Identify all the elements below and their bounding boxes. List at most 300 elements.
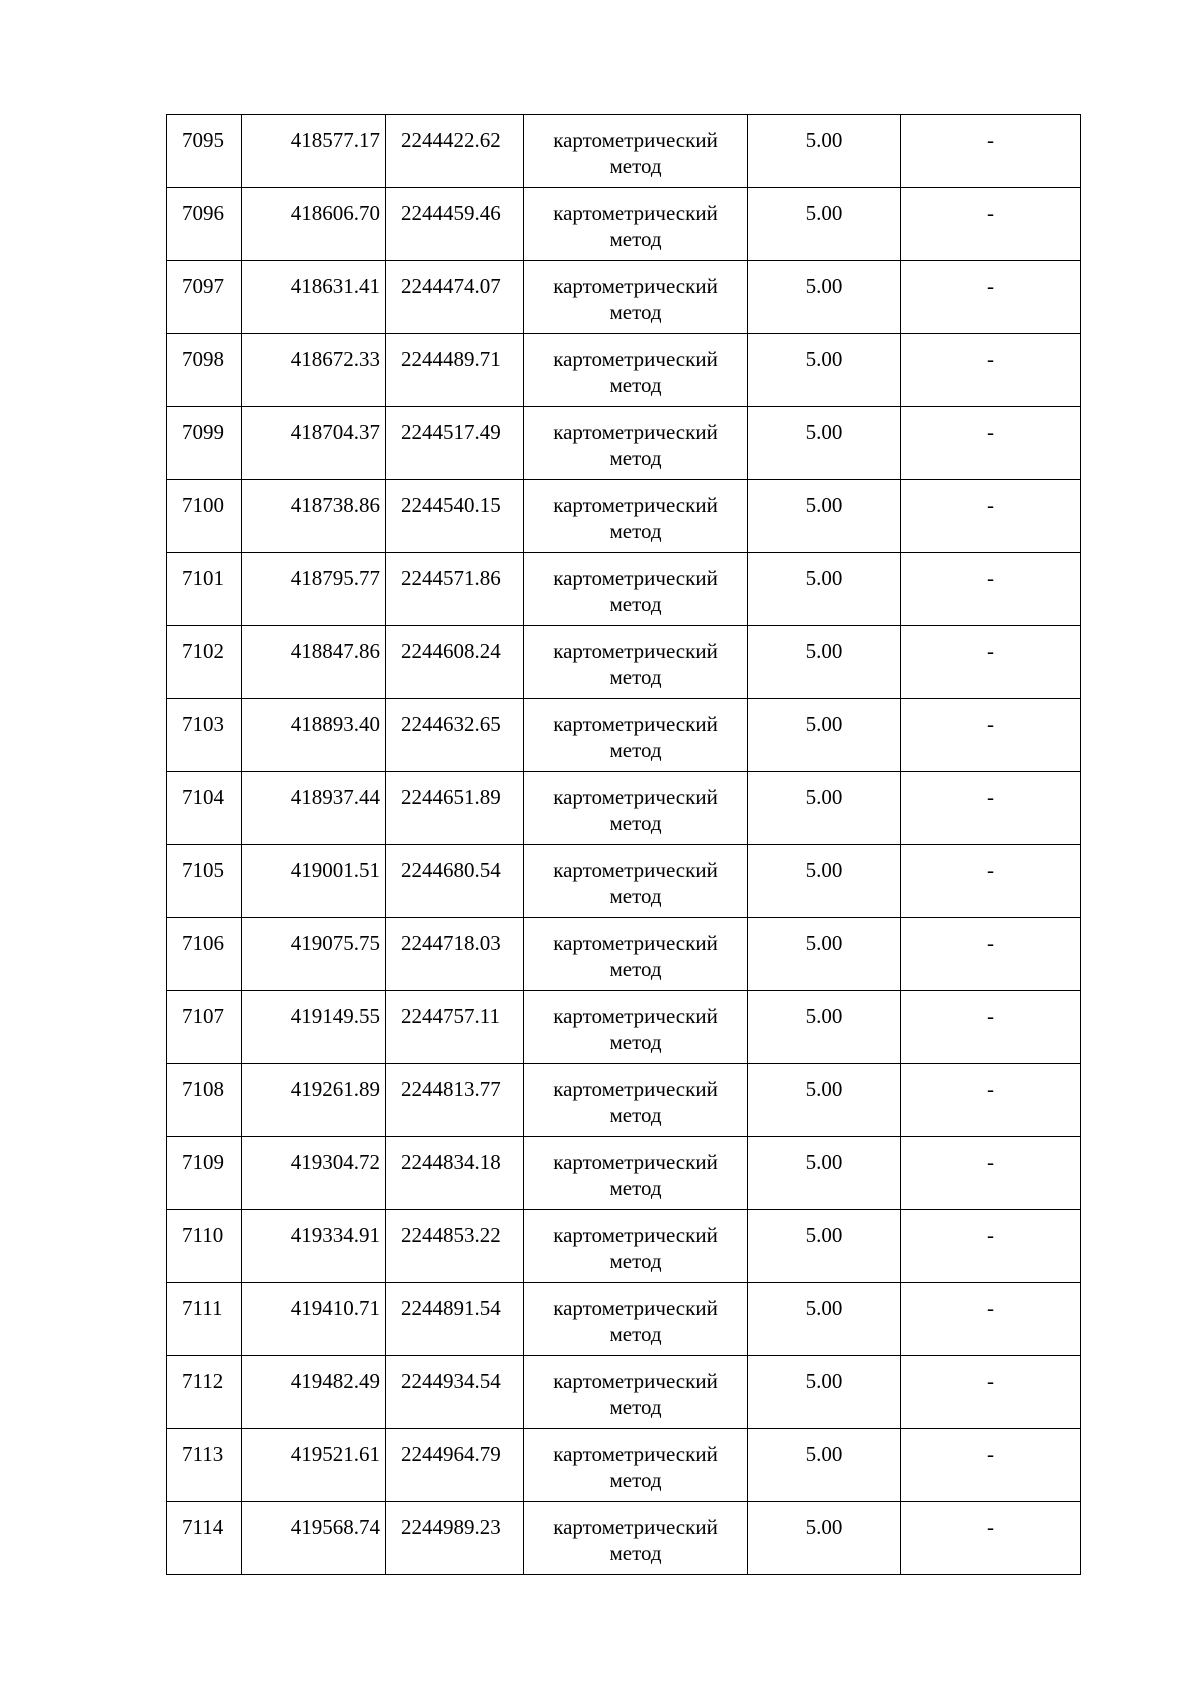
method-cell [524,699,748,772]
description-cell [901,699,1081,772]
method-cell [524,1210,748,1283]
accuracy-cell-text: 5.00 [805,931,843,955]
point-number-cell [167,918,242,991]
accuracy-cell [748,188,901,261]
accuracy-cell-text: 5.00 [805,1515,843,1539]
point-number-cell [167,1064,242,1137]
y-coordinate-cell-text: 2244474.07 [401,274,501,298]
y-coordinate-cell [386,553,524,626]
point-number-cell [167,1502,242,1575]
y-coordinate-cell [386,261,524,334]
y-coordinate-cell-text: 2244540.15 [401,493,501,517]
method-line: метод [609,1103,662,1127]
point-number-cell [167,1210,242,1283]
y-coordinate-cell [386,188,524,261]
point-number-cell [167,626,242,699]
accuracy-cell-text: 5.00 [805,1077,843,1101]
method-cell-text [524,553,747,617]
y-coordinate-cell-text: 2244718.03 [401,931,501,955]
method-line: картометрический [553,201,718,225]
description-cell-text: - [987,493,994,517]
description-cell-text: - [987,1004,994,1028]
point-number-cell-text: 7095 [182,128,224,152]
x-coordinate-cell-text: 418738.86 [290,493,380,517]
table-row [167,1137,1081,1210]
method-line: метод [609,665,662,689]
accuracy-cell [748,626,901,699]
method-cell-text [524,991,747,1055]
method-cell [524,1283,748,1356]
x-coordinate-cell [242,1064,386,1137]
y-coordinate-cell-text: 2244632.65 [401,712,501,736]
method-line: картометрический [553,274,718,298]
x-coordinate-cell [242,699,386,772]
method-line: картометрический [553,785,718,809]
method-line: метод [609,1468,662,1492]
x-coordinate-cell-text: 419521.61 [290,1442,380,1466]
method-line: метод [609,884,662,908]
x-coordinate-cell-text: 418704.37 [290,420,380,444]
description-cell-text: - [987,1515,994,1539]
description-cell-text: - [987,639,994,663]
x-coordinate-cell-text: 418606.70 [290,201,380,225]
point-number-cell [167,1356,242,1429]
method-cell [524,1356,748,1429]
point-number-cell-text: 7101 [182,566,224,590]
point-number-cell [167,188,242,261]
point-number-cell [167,772,242,845]
point-number-cell [167,334,242,407]
y-coordinate-cell [386,1429,524,1502]
y-coordinate-cell [386,772,524,845]
method-cell-text [524,772,747,836]
method-cell-text [524,699,747,763]
point-number-cell [167,261,242,334]
table-row [167,1502,1081,1575]
accuracy-cell [748,1283,901,1356]
table-row [167,699,1081,772]
description-cell [901,553,1081,626]
method-line: метод [609,1249,662,1273]
x-coordinate-cell-text: 419001.51 [290,858,380,882]
method-line: картометрический [553,1150,718,1174]
accuracy-cell-text: 5.00 [805,201,843,225]
y-coordinate-cell-text: 2244964.79 [401,1442,501,1466]
method-cell [524,918,748,991]
method-line: картометрический [553,931,718,955]
x-coordinate-cell [242,991,386,1064]
y-coordinate-cell-text: 2244489.71 [401,347,501,371]
method-line: метод [609,592,662,616]
y-coordinate-cell [386,1283,524,1356]
accuracy-cell [748,1064,901,1137]
accuracy-cell [748,407,901,480]
description-cell [901,407,1081,480]
method-cell [524,1429,748,1502]
method-line: метод [609,1176,662,1200]
point-number-cell-text: 7114 [182,1515,224,1539]
y-coordinate-cell-text: 2244757.11 [401,1004,500,1028]
point-number-cell-text: 7109 [182,1150,224,1174]
method-cell [524,334,748,407]
description-cell [901,480,1081,553]
method-cell [524,553,748,626]
x-coordinate-cell [242,1429,386,1502]
accuracy-cell-text: 5.00 [805,785,843,809]
method-line: картометрический [553,1077,718,1101]
description-cell-text: - [987,785,994,809]
method-cell-text [524,480,747,544]
method-cell [524,626,748,699]
point-number-cell [167,1137,242,1210]
table-row [167,1283,1081,1356]
x-coordinate-cell-text: 419075.75 [290,931,380,955]
y-coordinate-cell [386,115,524,188]
description-cell [901,918,1081,991]
y-coordinate-cell [386,991,524,1064]
accuracy-cell-text: 5.00 [805,1004,843,1028]
method-cell [524,407,748,480]
method-line: метод [609,1322,662,1346]
point-number-cell-text: 7110 [182,1223,224,1247]
method-line: метод [609,227,662,251]
y-coordinate-cell-text: 2244459.46 [401,201,501,225]
x-coordinate-cell-text: 419304.72 [290,1150,380,1174]
x-coordinate-cell-text: 419410.71 [290,1296,380,1320]
y-coordinate-cell-text: 2244934.54 [401,1369,501,1393]
description-cell-text: - [987,1369,994,1393]
table-row [167,1429,1081,1502]
point-number-cell [167,115,242,188]
y-coordinate-cell-text: 2244813.77 [401,1077,501,1101]
method-cell [524,1064,748,1137]
method-cell-text [524,1137,747,1201]
method-cell [524,115,748,188]
method-cell-text [524,1210,747,1274]
description-cell [901,334,1081,407]
method-line: картометрический [553,1296,718,1320]
accuracy-cell [748,845,901,918]
y-coordinate-cell-text: 2244834.18 [401,1150,501,1174]
point-number-cell-text: 7102 [182,639,224,663]
y-coordinate-cell [386,1356,524,1429]
method-cell-text [524,1283,747,1347]
y-coordinate-cell [386,1064,524,1137]
x-coordinate-cell [242,407,386,480]
method-cell-text [524,845,747,909]
method-cell-text [524,1064,747,1128]
x-coordinate-cell-text: 418847.86 [290,639,380,663]
point-number-cell-text: 7112 [182,1369,224,1393]
x-coordinate-cell [242,918,386,991]
method-cell [524,1502,748,1575]
method-cell-text [524,1502,747,1566]
accuracy-cell [748,553,901,626]
description-cell-text: - [987,712,994,736]
y-coordinate-cell [386,480,524,553]
description-cell-text: - [987,128,994,152]
description-cell-text: - [987,347,994,371]
description-cell-text: - [987,566,994,590]
accuracy-cell [748,991,901,1064]
description-cell [901,261,1081,334]
accuracy-cell [748,772,901,845]
x-coordinate-cell [242,1502,386,1575]
method-line: метод [609,738,662,762]
point-number-cell-text: 7107 [182,1004,224,1028]
y-coordinate-cell [386,407,524,480]
description-cell-text: - [987,420,994,444]
description-cell-text: - [987,1442,994,1466]
description-cell [901,1137,1081,1210]
x-coordinate-cell [242,772,386,845]
y-coordinate-cell-text: 2244422.62 [401,128,501,152]
x-coordinate-cell [242,1210,386,1283]
y-coordinate-cell-text: 2244680.54 [401,858,501,882]
method-line: метод [609,446,662,470]
method-line: метод [609,1030,662,1054]
coordinates-table [166,114,1081,1575]
x-coordinate-cell [242,1356,386,1429]
method-line: картометрический [553,1369,718,1393]
point-number-cell [167,991,242,1064]
method-cell-text [524,261,747,325]
table-row [167,845,1081,918]
table-row [167,407,1081,480]
method-cell [524,991,748,1064]
point-number-cell-text: 7104 [182,785,224,809]
description-cell [901,1429,1081,1502]
table-row [167,261,1081,334]
table-row [167,991,1081,1064]
method-line: метод [609,519,662,543]
x-coordinate-cell [242,553,386,626]
point-number-cell-text: 7105 [182,858,224,882]
description-cell [901,1283,1081,1356]
description-cell-text: - [987,858,994,882]
method-line: картометрический [553,128,718,152]
method-cell-text [524,918,747,982]
accuracy-cell-text: 5.00 [805,128,843,152]
accuracy-cell [748,1502,901,1575]
accuracy-cell [748,699,901,772]
table-row [167,1356,1081,1429]
point-number-cell [167,480,242,553]
point-number-cell-text: 7108 [182,1077,224,1101]
point-number-cell-text: 7103 [182,712,224,736]
point-number-cell [167,1283,242,1356]
table-row [167,772,1081,845]
method-line: картометрический [553,858,718,882]
method-line: метод [609,957,662,981]
description-cell [901,626,1081,699]
method-cell-text [524,1356,747,1420]
point-number-cell-text: 7098 [182,347,224,371]
description-cell [901,991,1081,1064]
point-number-cell [167,1429,242,1502]
point-number-cell-text: 7113 [182,1442,224,1466]
accuracy-cell-text: 5.00 [805,639,843,663]
table-row [167,480,1081,553]
accuracy-cell-text: 5.00 [805,347,843,371]
accuracy-cell [748,918,901,991]
method-line: картометрический [553,420,718,444]
method-cell-text [524,334,747,398]
y-coordinate-cell-text: 2244891.54 [401,1296,501,1320]
description-cell-text: - [987,1296,994,1320]
x-coordinate-cell [242,261,386,334]
accuracy-cell-text: 5.00 [805,566,843,590]
x-coordinate-cell [242,845,386,918]
y-coordinate-cell-text: 2244853.22 [401,1223,501,1247]
y-coordinate-cell [386,626,524,699]
point-number-cell [167,407,242,480]
x-coordinate-cell [242,188,386,261]
accuracy-cell-text: 5.00 [805,1296,843,1320]
y-coordinate-cell [386,699,524,772]
accuracy-cell [748,334,901,407]
x-coordinate-cell [242,115,386,188]
description-cell-text: - [987,201,994,225]
method-line: картометрический [553,1223,718,1247]
point-number-cell-text: 7097 [182,274,224,298]
description-cell [901,845,1081,918]
y-coordinate-cell-text: 2244517.49 [401,420,501,444]
point-number-cell-text: 7111 [182,1296,223,1320]
accuracy-cell [748,1137,901,1210]
accuracy-cell-text: 5.00 [805,1150,843,1174]
method-line: метод [609,300,662,324]
table-row [167,334,1081,407]
x-coordinate-cell-text: 418795.77 [290,566,380,590]
method-line: метод [609,1541,662,1565]
method-line: картометрический [553,1515,718,1539]
x-coordinate-cell [242,1283,386,1356]
x-coordinate-cell [242,334,386,407]
point-number-cell-text: 7096 [182,201,224,225]
method-cell-text [524,188,747,252]
accuracy-cell-text: 5.00 [805,1369,843,1393]
method-line: метод [609,811,662,835]
x-coordinate-cell-text: 419568.74 [290,1515,380,1539]
point-number-cell-text: 7100 [182,493,224,517]
method-cell [524,1137,748,1210]
method-cell [524,772,748,845]
coordinates-table-body [167,115,1081,1575]
table-row [167,553,1081,626]
method-line: картометрический [553,1004,718,1028]
accuracy-cell-text: 5.00 [805,1223,843,1247]
method-cell [524,480,748,553]
x-coordinate-cell-text: 418893.40 [290,712,380,736]
y-coordinate-cell-text: 2244608.24 [401,639,501,663]
table-row [167,1210,1081,1283]
table-row [167,1064,1081,1137]
accuracy-cell [748,1356,901,1429]
method-line: картометрический [553,347,718,371]
accuracy-cell [748,480,901,553]
method-line: картометрический [553,639,718,663]
description-cell [901,1356,1081,1429]
y-coordinate-cell-text: 2244989.23 [401,1515,501,1539]
accuracy-cell [748,115,901,188]
method-line: метод [609,1395,662,1419]
point-number-cell [167,845,242,918]
point-number-cell [167,699,242,772]
table-row [167,626,1081,699]
description-cell [901,1064,1081,1137]
x-coordinate-cell [242,480,386,553]
accuracy-cell [748,1429,901,1502]
y-coordinate-cell [386,1210,524,1283]
table-row [167,188,1081,261]
description-cell-text: - [987,1077,994,1101]
accuracy-cell-text: 5.00 [805,420,843,444]
x-coordinate-cell-text: 418937.44 [290,785,380,809]
method-cell-text [524,626,747,690]
accuracy-cell [748,261,901,334]
y-coordinate-cell [386,918,524,991]
accuracy-cell-text: 5.00 [805,274,843,298]
y-coordinate-cell [386,845,524,918]
x-coordinate-cell-text: 418577.17 [290,128,380,152]
x-coordinate-cell-text: 419149.55 [290,1004,380,1028]
description-cell-text: - [987,931,994,955]
y-coordinate-cell [386,1502,524,1575]
description-cell [901,772,1081,845]
accuracy-cell-text: 5.00 [805,1442,843,1466]
method-cell [524,845,748,918]
method-cell-text [524,115,747,179]
method-line: картометрический [553,493,718,517]
y-coordinate-cell [386,1137,524,1210]
point-number-cell [167,553,242,626]
point-number-cell-text: 7106 [182,931,224,955]
method-line: картометрический [553,566,718,590]
y-coordinate-cell-text: 2244651.89 [401,785,501,809]
accuracy-cell-text: 5.00 [805,712,843,736]
method-cell-text [524,1429,747,1493]
description-cell [901,188,1081,261]
method-line: картометрический [553,712,718,736]
description-cell-text: - [987,1223,994,1247]
description-cell-text: - [987,1150,994,1174]
table-row [167,115,1081,188]
method-line: метод [609,373,662,397]
method-cell [524,188,748,261]
table-row [167,918,1081,991]
method-line: метод [609,154,662,178]
x-coordinate-cell [242,1137,386,1210]
x-coordinate-cell-text: 418672.33 [290,347,380,371]
method-cell-text [524,407,747,471]
description-cell [901,115,1081,188]
accuracy-cell-text: 5.00 [805,858,843,882]
method-cell [524,261,748,334]
description-cell-text: - [987,274,994,298]
description-cell [901,1210,1081,1283]
point-number-cell-text: 7099 [182,420,224,444]
description-cell [901,1502,1081,1575]
accuracy-cell-text: 5.00 [805,493,843,517]
method-line: картометрический [553,1442,718,1466]
y-coordinate-cell-text: 2244571.86 [401,566,501,590]
x-coordinate-cell-text: 418631.41 [290,274,380,298]
x-coordinate-cell-text: 419482.49 [290,1369,380,1393]
x-coordinate-cell-text: 419261.89 [290,1077,380,1101]
y-coordinate-cell [386,334,524,407]
accuracy-cell [748,1210,901,1283]
